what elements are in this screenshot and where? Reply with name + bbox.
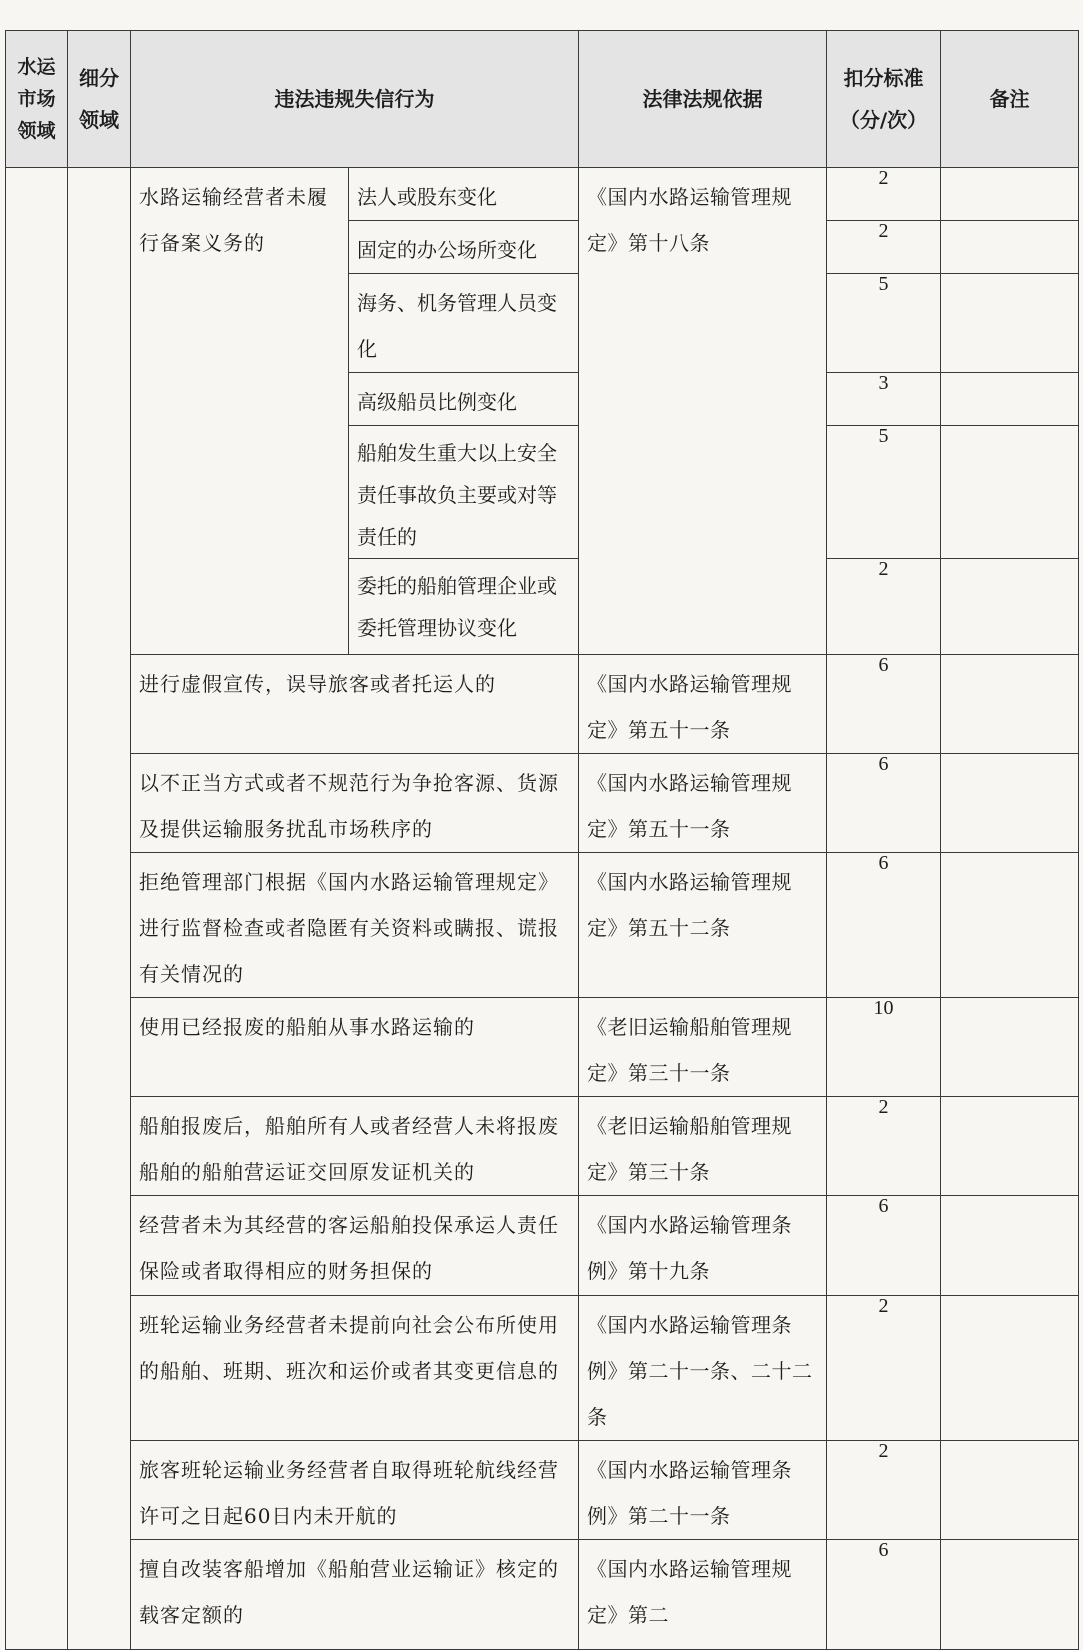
remarks-cell <box>941 1441 1079 1540</box>
law-cell: 《国内水路运输管理条例》第十九条 <box>579 1196 827 1296</box>
behavior-cell: 进行虚假宣传，误导旅客或者托运人的 <box>131 655 579 754</box>
law-cell: 《国内水路运输管理规定》第五十一条 <box>579 655 827 754</box>
score-cell: 2 <box>827 559 941 655</box>
header-row <box>6 31 1079 168</box>
table-row <box>6 998 1079 1097</box>
behavior-cell: 拒绝管理部门根据《国内水路运输管理规定》进行监督检查或者隐匿有关资料或瞒报、谎报有关情况的 <box>131 853 579 998</box>
behavior-cell: 以不正当方式或者不规范行为争抢客源、货源及提供运输服务扰乱市场秩序的 <box>131 754 579 853</box>
law-cell: 《老旧运输船舶管理规定》第三十条 <box>579 1097 827 1196</box>
score-cell: 5 <box>827 426 941 559</box>
score-cell: 6 <box>827 853 941 998</box>
score-cell: 6 <box>827 655 941 754</box>
remarks-cell <box>941 221 1079 274</box>
table-row <box>6 1097 1079 1196</box>
score-cell: 2 <box>827 221 941 274</box>
sub-behavior-cell: 海务、机务管理人员变化 <box>349 274 579 373</box>
score-cell: 6 <box>827 1196 941 1296</box>
remarks-cell <box>941 998 1079 1097</box>
remarks-cell <box>941 1296 1079 1441</box>
behavior-cell: 旅客班轮运输业务经营者自取得班轮航线经营许可之日起60日内未开航的 <box>131 1441 579 1540</box>
score-cell: 2 <box>827 168 941 221</box>
score-cell: 6 <box>827 754 941 853</box>
table-row <box>6 1540 1079 1650</box>
sub-behavior-cell: 固定的办公场所变化 <box>349 221 579 274</box>
score-cell: 5 <box>827 274 941 373</box>
credit-penalty-table <box>5 30 1079 1650</box>
header-subfield: 细分 领域 <box>68 31 131 168</box>
header-legal-basis: 法律法规依据 <box>579 31 827 168</box>
table-row <box>6 853 1079 998</box>
remarks-cell <box>941 1196 1079 1296</box>
header-remarks: 备注 <box>941 31 1079 168</box>
law-cell: 《国内水路运输管理规定》第五十二条 <box>579 853 827 998</box>
behavior-cell: 班轮运输业务经营者未提前向社会公布所使用的船舶、班期、班次和运价或者其变更信息的 <box>131 1296 579 1441</box>
sub-behavior-cell: 船舶发生重大以上安全责任事故负主要或对等责任的 <box>349 426 579 559</box>
header-score: 扣分标准 （分/次） <box>827 31 941 168</box>
law-cell: 《国内水路运输管理条例》第二十一条 <box>579 1441 827 1540</box>
group-behavior-cell: 水路运输经营者未履行备案义务的 <box>131 168 349 655</box>
remarks-cell <box>941 426 1079 559</box>
remarks-cell <box>941 655 1079 754</box>
subfield-cell <box>68 168 131 1650</box>
table-row <box>6 1441 1079 1540</box>
sub-behavior-cell: 法人或股东变化 <box>349 168 579 221</box>
table-row <box>6 168 1079 221</box>
behavior-cell: 使用已经报废的船舶从事水路运输的 <box>131 998 579 1097</box>
remarks-cell <box>941 559 1079 655</box>
remarks-cell <box>941 373 1079 426</box>
header-behavior: 违法违规失信行为 <box>131 31 579 168</box>
remarks-cell <box>941 274 1079 373</box>
table-row <box>6 1196 1079 1296</box>
table-row <box>6 655 1079 754</box>
sub-behavior-cell: 委托的船舶管理企业或委托管理协议变化 <box>349 559 579 655</box>
score-cell: 3 <box>827 373 941 426</box>
behavior-cell: 船舶报废后，船舶所有人或者经营人未将报废船舶的船舶营运证交回原发证机关的 <box>131 1097 579 1196</box>
market-domain-cell <box>6 168 68 1650</box>
law-cell: 《老旧运输船舶管理规定》第三十一条 <box>579 998 827 1097</box>
sub-behavior-cell: 高级船员比例变化 <box>349 373 579 426</box>
behavior-cell: 经营者未为其经营的客运船舶投保承运人责任保险或者取得相应的财务担保的 <box>131 1196 579 1296</box>
law-cell: 《国内水路运输管理规定》第五十一条 <box>579 754 827 853</box>
remarks-cell <box>941 1540 1079 1650</box>
law-cell: 《国内水路运输管理规定》第二 <box>579 1540 827 1650</box>
remarks-cell <box>941 853 1079 998</box>
remarks-cell <box>941 1097 1079 1196</box>
group-law-cell: 《国内水路运输管理规定》第十八条 <box>579 168 827 655</box>
law-cell: 《国内水路运输管理条例》第二十一条、二十二条 <box>579 1296 827 1441</box>
table-row <box>6 1296 1079 1441</box>
remarks-cell <box>941 754 1079 853</box>
behavior-cell: 擅自改装客船增加《船舶营业运输证》核定的载客定额的 <box>131 1540 579 1650</box>
table-row <box>6 754 1079 853</box>
header-market-domain: 水运 市场 领域 <box>6 31 68 168</box>
score-cell: 2 <box>827 1441 941 1540</box>
score-cell: 6 <box>827 1540 941 1650</box>
score-cell: 10 <box>827 998 941 1097</box>
score-cell: 2 <box>827 1097 941 1196</box>
score-cell: 2 <box>827 1296 941 1441</box>
remarks-cell <box>941 168 1079 221</box>
